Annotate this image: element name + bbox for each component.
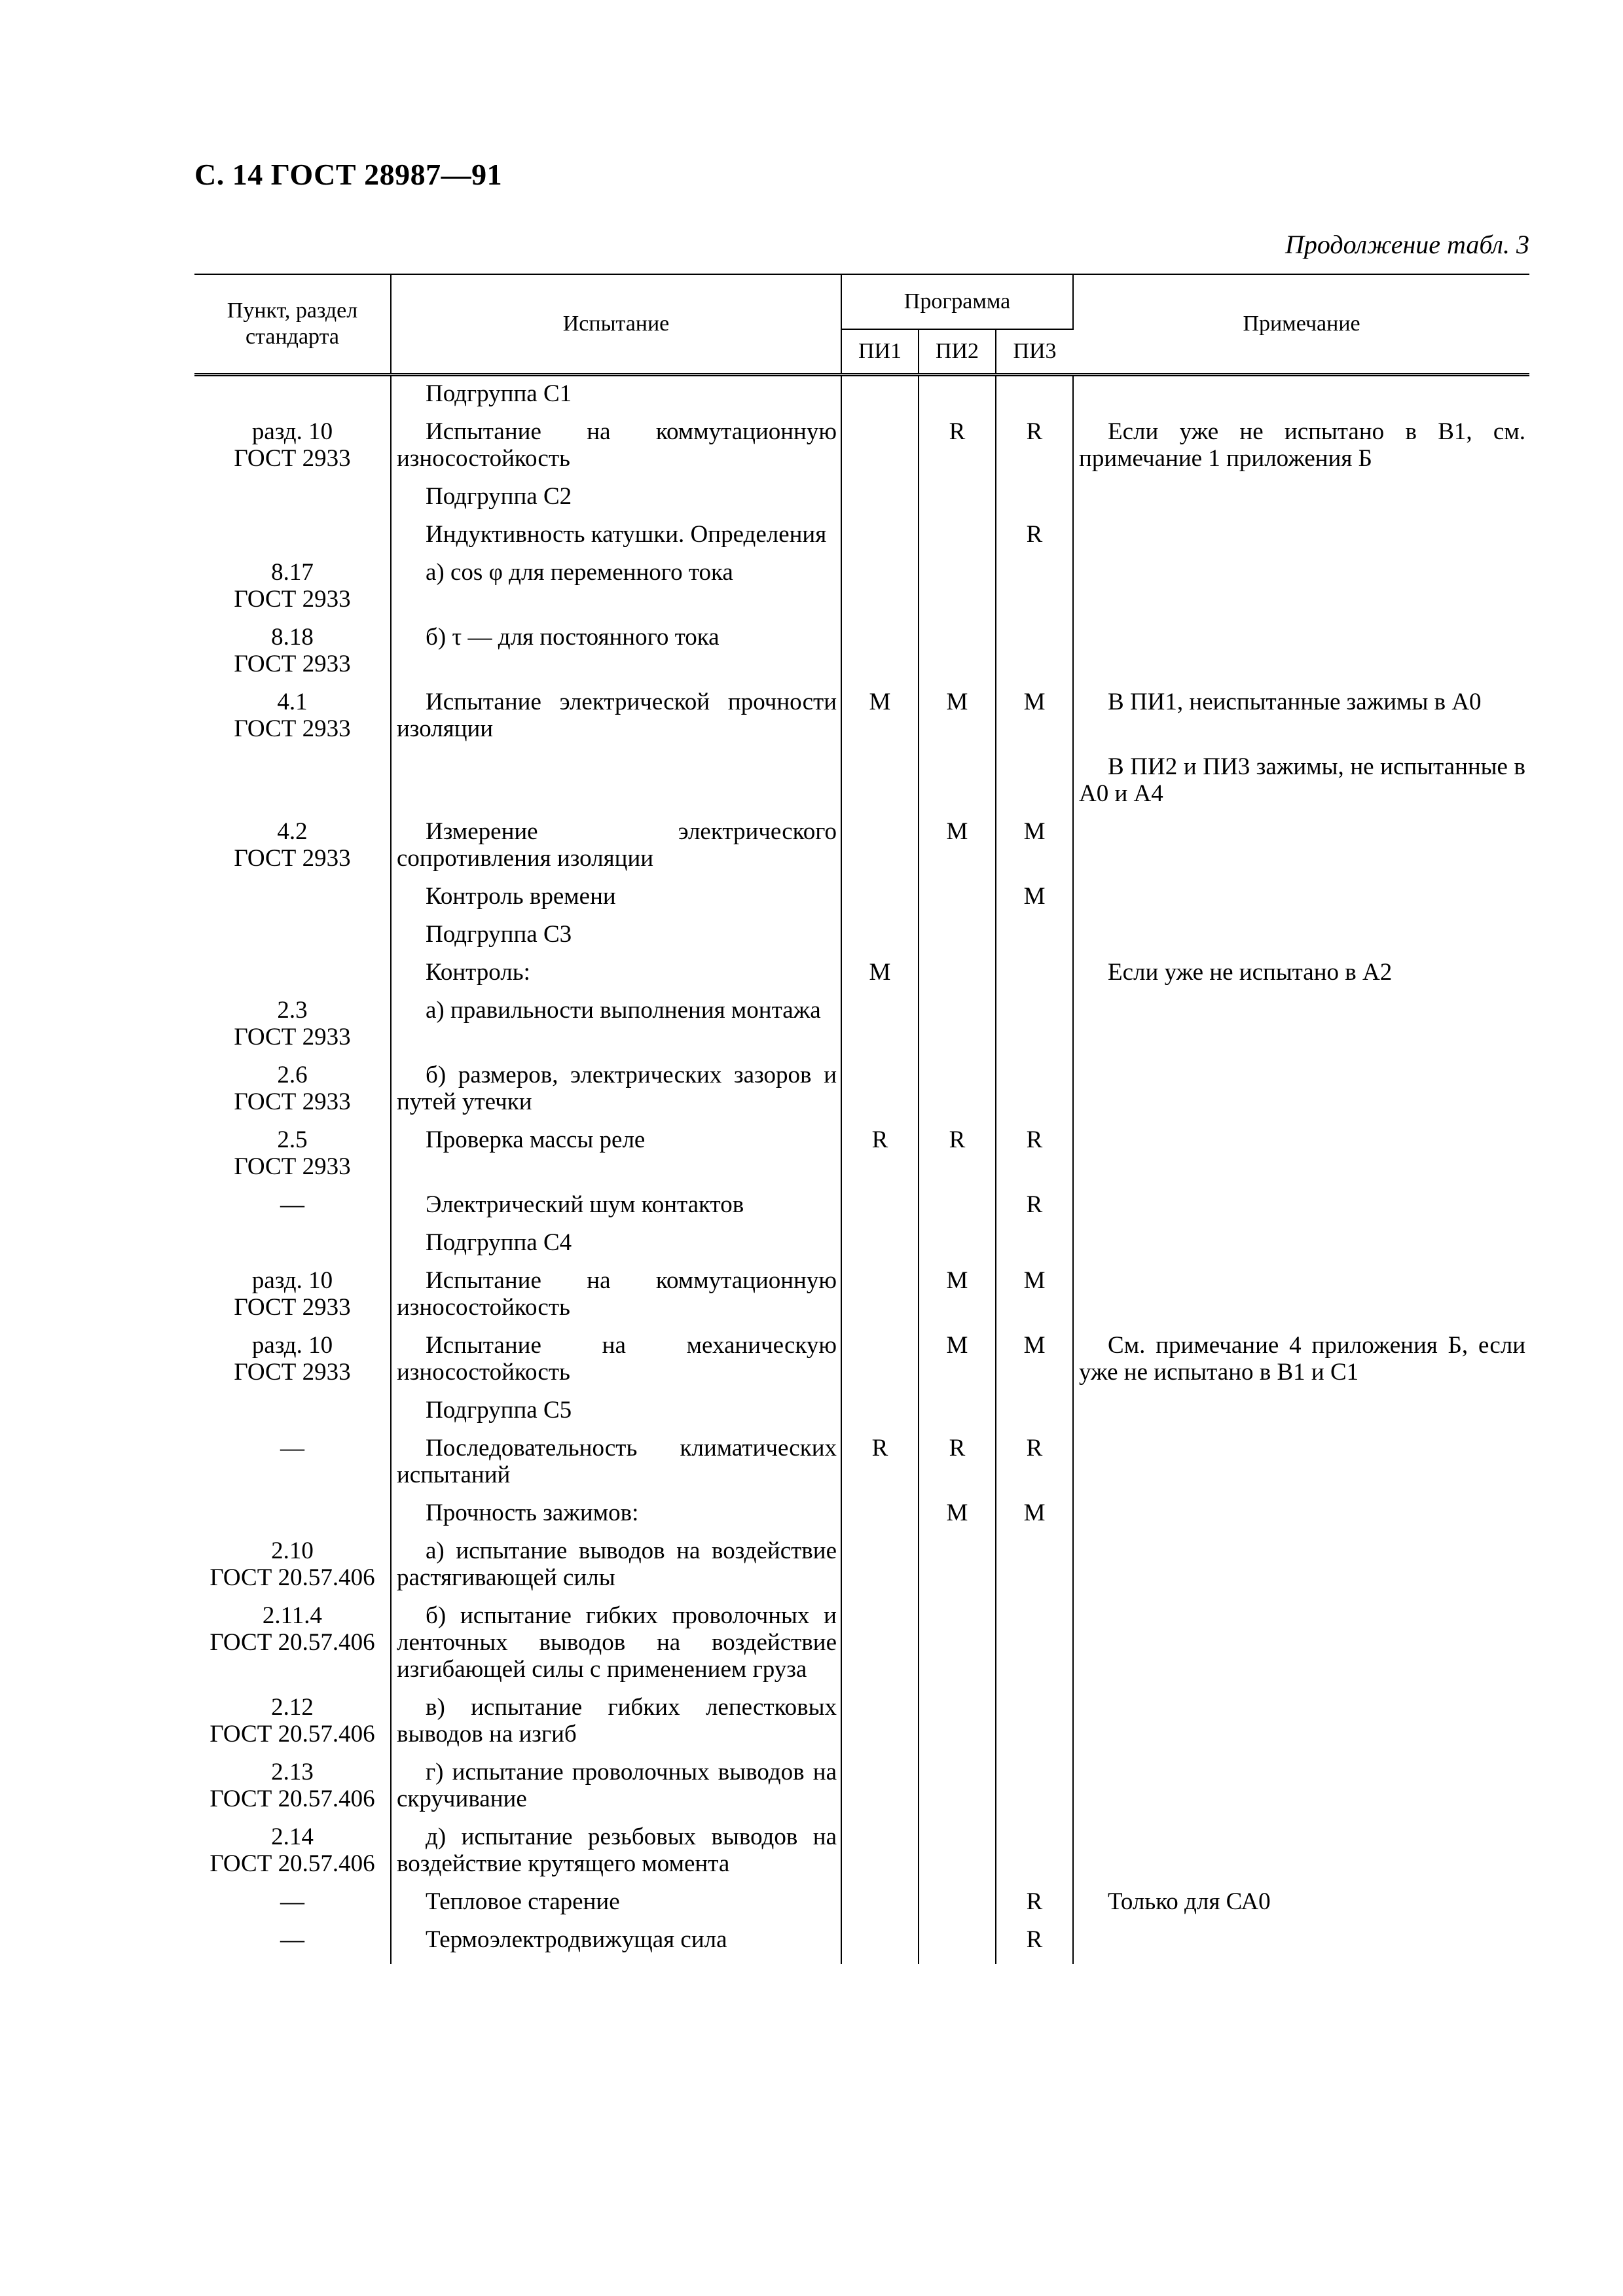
clause-cell: 4.1 ГОСТ 2933 xyxy=(234,689,351,742)
pi2-cell: R xyxy=(919,418,996,483)
test-cell: Испытание на механическую износостойкость xyxy=(391,1332,841,1397)
pi1-cell xyxy=(841,1499,919,1537)
table-row xyxy=(194,997,1529,1062)
pi3-cell xyxy=(996,1229,1073,1267)
page-header: С. 14 ГОСТ 28987—91 xyxy=(194,158,503,191)
pi3-cell xyxy=(996,1759,1073,1823)
table-continuation-label: Продолжение табл. 3 xyxy=(1285,230,1529,259)
test-cell: Контроль времени xyxy=(391,883,841,921)
pi3-cell: М xyxy=(996,1267,1073,1332)
clause-cell: 2.12 ГОСТ 20.57.406 xyxy=(210,1694,375,1748)
pi2-cell xyxy=(919,521,996,559)
clause-cell: 8.18 ГОСТ 2933 xyxy=(234,624,351,677)
note-cell xyxy=(1073,624,1529,689)
pi1-cell xyxy=(841,483,919,521)
test-cell: Тепловое старение xyxy=(391,1888,841,1926)
clause-cell: — xyxy=(280,1888,304,1915)
note-cell xyxy=(1073,1397,1529,1435)
pi2-cell: R xyxy=(919,1126,996,1191)
pi1-cell xyxy=(841,375,919,419)
note-cell xyxy=(1073,1602,1529,1694)
pi1-cell xyxy=(841,559,919,624)
test-cell: Последовательность климатических испытаний xyxy=(391,1435,841,1499)
clause-cell xyxy=(194,1397,391,1435)
clause-cell: — xyxy=(280,1926,304,1953)
pi1-cell xyxy=(841,1229,919,1267)
pi2-cell xyxy=(919,1537,996,1602)
pi2-cell xyxy=(919,1229,996,1267)
clause-cell: разд. 10 ГОСТ 2933 xyxy=(234,1332,351,1386)
note-cell xyxy=(1073,997,1529,1062)
clause-cell: 8.17 ГОСТ 2933 xyxy=(234,559,351,613)
clause-cell xyxy=(194,959,391,997)
pi2-cell xyxy=(919,483,996,521)
note-cell xyxy=(1073,1823,1529,1888)
pi2-cell xyxy=(919,624,996,689)
note-cell xyxy=(1073,1229,1529,1267)
pi1-cell xyxy=(841,1823,919,1888)
pi1-cell: R xyxy=(841,1126,919,1191)
note-cell xyxy=(1073,818,1529,883)
header-note: Примечание xyxy=(1073,274,1529,375)
note-cell: В ПИ2 и ПИ3 зажимы, не испытанные в А0 и А4 xyxy=(1073,753,1529,818)
pi2-cell xyxy=(919,921,996,959)
test-cell: Подгруппа С2 xyxy=(391,483,841,521)
pi1-cell xyxy=(841,997,919,1062)
header-test: Испытание xyxy=(391,274,841,375)
table-row xyxy=(194,418,1529,483)
test-cell: б) размеров, электрических зазоров и путей утечки xyxy=(391,1062,841,1126)
test-cell: а) испытание выводов на воздействие растягивающей силы xyxy=(391,1537,841,1602)
pi2-cell xyxy=(919,1602,996,1694)
test-cell: Подгруппа С3 xyxy=(391,921,841,959)
pi1-cell xyxy=(841,1759,919,1823)
note-cell xyxy=(1073,559,1529,624)
pi1-cell: М xyxy=(841,689,919,753)
pi3-cell: R xyxy=(996,1435,1073,1499)
pi3-cell: R xyxy=(996,521,1073,559)
note-cell xyxy=(1073,883,1529,921)
clause-cell xyxy=(194,883,391,921)
note-cell xyxy=(1073,921,1529,959)
table-row xyxy=(194,1537,1529,1602)
pi2-cell: М xyxy=(919,1267,996,1332)
pi2-cell xyxy=(919,1191,996,1229)
pi2-cell xyxy=(919,1397,996,1435)
table-row xyxy=(194,1499,1529,1537)
table-row xyxy=(194,1332,1529,1397)
test-cell: Испытание на коммутационную износостойкость xyxy=(391,1267,841,1332)
clause-cell: — xyxy=(280,1435,304,1462)
test-cell: г) испытание проволочных выводов на скручивание xyxy=(391,1759,841,1823)
note-cell xyxy=(1073,483,1529,521)
clause-cell xyxy=(194,521,391,559)
pi2-cell xyxy=(919,997,996,1062)
pi3-cell: М xyxy=(996,1332,1073,1397)
table-row xyxy=(194,959,1529,997)
pi3-cell xyxy=(996,375,1073,419)
pi3-cell xyxy=(996,624,1073,689)
pi3-cell xyxy=(996,753,1073,818)
table-row xyxy=(194,1888,1529,1926)
test-cell: Электрический шум контактов xyxy=(391,1191,841,1229)
pi2-cell xyxy=(919,1694,996,1759)
test-program-table xyxy=(194,274,1529,1964)
test-cell: Испытание электрической прочности изоляции xyxy=(391,689,841,753)
table-row xyxy=(194,1191,1529,1229)
pi2-cell xyxy=(919,883,996,921)
note-cell xyxy=(1073,1126,1529,1191)
table-row xyxy=(194,1823,1529,1888)
clause-cell: 4.2 ГОСТ 2933 xyxy=(234,818,351,872)
pi3-cell: М xyxy=(996,818,1073,883)
table-row xyxy=(194,375,1529,419)
table-row xyxy=(194,883,1529,921)
table-row xyxy=(194,1229,1529,1267)
clause-cell xyxy=(194,1499,391,1537)
note-cell xyxy=(1073,1267,1529,1332)
pi3-cell xyxy=(996,921,1073,959)
note-cell xyxy=(1073,1435,1529,1499)
test-cell: Испытание на коммутационную износостойкость xyxy=(391,418,841,483)
header-clause: Пункт, раздел стандарта xyxy=(194,274,391,375)
table-row xyxy=(194,521,1529,559)
note-cell xyxy=(1073,1499,1529,1537)
pi2-cell: М xyxy=(919,1499,996,1537)
clause-cell xyxy=(194,375,391,419)
pi1-cell xyxy=(841,883,919,921)
clause-cell xyxy=(194,921,391,959)
pi3-cell xyxy=(996,1602,1073,1694)
clause-cell: 2.3 ГОСТ 2933 xyxy=(234,997,351,1050)
table-row xyxy=(194,1062,1529,1126)
pi1-cell xyxy=(841,521,919,559)
table-row xyxy=(194,921,1529,959)
clause-cell: 2.10 ГОСТ 20.57.406 xyxy=(210,1537,375,1591)
test-cell: а) cos φ для переменного тока xyxy=(391,559,841,624)
pi2-cell: R xyxy=(919,1435,996,1499)
clause-cell xyxy=(194,753,391,818)
note-cell: См. примечание 4 приложения Б, если уже не испытано в В1 и С1 xyxy=(1073,1332,1529,1397)
test-cell: б) испытание гибких проволочных и ленточных выводов на воздействие изгибающей силы с применением груза xyxy=(391,1602,841,1694)
pi3-cell xyxy=(996,959,1073,997)
pi3-cell xyxy=(996,1694,1073,1759)
test-cell: в) испытание гибких лепестковых выводов на изгиб xyxy=(391,1694,841,1759)
pi2-cell xyxy=(919,753,996,818)
pi2-cell xyxy=(919,1062,996,1126)
test-cell: Подгруппа С4 xyxy=(391,1229,841,1267)
pi2-cell xyxy=(919,1823,996,1888)
pi1-cell xyxy=(841,1537,919,1602)
test-cell: Подгруппа С5 xyxy=(391,1397,841,1435)
pi1-cell xyxy=(841,1602,919,1694)
clause-cell: 2.5 ГОСТ 2933 xyxy=(234,1126,351,1180)
pi3-cell xyxy=(996,997,1073,1062)
pi3-cell xyxy=(996,1823,1073,1888)
pi3-cell xyxy=(996,1062,1073,1126)
pi1-cell xyxy=(841,1332,919,1397)
table-row xyxy=(194,753,1529,818)
pi3-cell: R xyxy=(996,1126,1073,1191)
pi3-cell: М xyxy=(996,883,1073,921)
pi2-cell xyxy=(919,375,996,419)
header-pi1: ПИ1 xyxy=(841,329,919,375)
note-cell xyxy=(1073,1694,1529,1759)
pi1-cell xyxy=(841,753,919,818)
table-row xyxy=(194,1759,1529,1823)
pi1-cell xyxy=(841,1397,919,1435)
table-row xyxy=(194,1435,1529,1499)
pi2-cell xyxy=(919,1759,996,1823)
note-cell: Только для СА0 xyxy=(1073,1888,1529,1926)
test-cell: Прочность зажимов: xyxy=(391,1499,841,1537)
table-row xyxy=(194,1126,1529,1191)
pi2-cell xyxy=(919,1888,996,1926)
test-cell: Подгруппа С1 xyxy=(391,375,841,419)
pi1-cell xyxy=(841,1267,919,1332)
note-cell xyxy=(1073,1926,1529,1964)
test-cell: Проверка массы реле xyxy=(391,1126,841,1191)
pi3-cell: М xyxy=(996,1499,1073,1537)
header-program: Программа xyxy=(841,274,1073,329)
clause-cell xyxy=(194,1229,391,1267)
note-cell xyxy=(1073,1062,1529,1126)
note-cell xyxy=(1073,521,1529,559)
pi1-cell xyxy=(841,418,919,483)
clause-cell: разд. 10 ГОСТ 2933 xyxy=(234,1267,351,1321)
test-cell: а) правильности выполнения монтажа xyxy=(391,997,841,1062)
test-cell: Термоэлектродвижущая сила xyxy=(391,1926,841,1964)
pi1-cell xyxy=(841,921,919,959)
pi3-cell xyxy=(996,1397,1073,1435)
pi1-cell xyxy=(841,1926,919,1964)
pi1-cell xyxy=(841,1191,919,1229)
test-cell: Измерение электрического сопротивления изоляции xyxy=(391,818,841,883)
table-row xyxy=(194,689,1529,753)
pi1-cell xyxy=(841,1888,919,1926)
clause-cell: 2.13 ГОСТ 20.57.406 xyxy=(210,1759,375,1812)
clause-cell: разд. 10 ГОСТ 2933 xyxy=(234,418,351,472)
note-cell: Если уже не испытано в В1, см. примечание 1 приложения Б xyxy=(1073,418,1529,483)
pi2-cell: М xyxy=(919,689,996,753)
pi3-cell: R xyxy=(996,1888,1073,1926)
table-row xyxy=(194,483,1529,521)
note-cell xyxy=(1073,1537,1529,1602)
table-row xyxy=(194,1926,1529,1964)
clause-cell: 2.14 ГОСТ 20.57.406 xyxy=(210,1823,375,1877)
test-cell xyxy=(391,753,841,818)
table-row xyxy=(194,1267,1529,1332)
test-cell: б) τ — для постоянного тока xyxy=(391,624,841,689)
pi3-cell xyxy=(996,483,1073,521)
note-cell xyxy=(1073,1759,1529,1823)
table-row xyxy=(194,1397,1529,1435)
pi2-cell: М xyxy=(919,818,996,883)
table-row xyxy=(194,559,1529,624)
clause-cell: — xyxy=(280,1191,304,1218)
table-row xyxy=(194,1602,1529,1694)
pi2-cell xyxy=(919,559,996,624)
pi3-cell: R xyxy=(996,418,1073,483)
pi3-cell xyxy=(996,559,1073,624)
clause-cell xyxy=(194,483,391,521)
clause-cell: 2.6 ГОСТ 2933 xyxy=(234,1062,351,1115)
pi1-cell xyxy=(841,818,919,883)
pi2-cell xyxy=(919,959,996,997)
note-cell: Если уже не испытано в А2 xyxy=(1073,959,1529,997)
pi3-cell: R xyxy=(996,1191,1073,1229)
note-cell xyxy=(1073,375,1529,419)
pi3-cell: М xyxy=(996,689,1073,753)
pi1-cell xyxy=(841,1694,919,1759)
table-row xyxy=(194,818,1529,883)
pi3-cell xyxy=(996,1537,1073,1602)
test-cell: Индуктивность катушки. Определения xyxy=(391,521,841,559)
pi1-cell: R xyxy=(841,1435,919,1499)
header-pi2: ПИ2 xyxy=(919,329,996,375)
pi1-cell: М xyxy=(841,959,919,997)
test-cell: Контроль: xyxy=(391,959,841,997)
pi3-cell: R xyxy=(996,1926,1073,1964)
pi2-cell: М xyxy=(919,1332,996,1397)
pi1-cell xyxy=(841,624,919,689)
table-row xyxy=(194,1694,1529,1759)
pi1-cell xyxy=(841,1062,919,1126)
note-cell xyxy=(1073,1191,1529,1229)
pi2-cell xyxy=(919,1926,996,1964)
table-row xyxy=(194,624,1529,689)
note-cell: В ПИ1, неиспытанные зажимы в А0 xyxy=(1073,689,1529,753)
test-cell: д) испытание резьбовых выводов на воздействие крутящего момента xyxy=(391,1823,841,1888)
clause-cell: 2.11.4 ГОСТ 20.57.406 xyxy=(210,1602,375,1656)
header-pi3: ПИ3 xyxy=(996,329,1073,375)
